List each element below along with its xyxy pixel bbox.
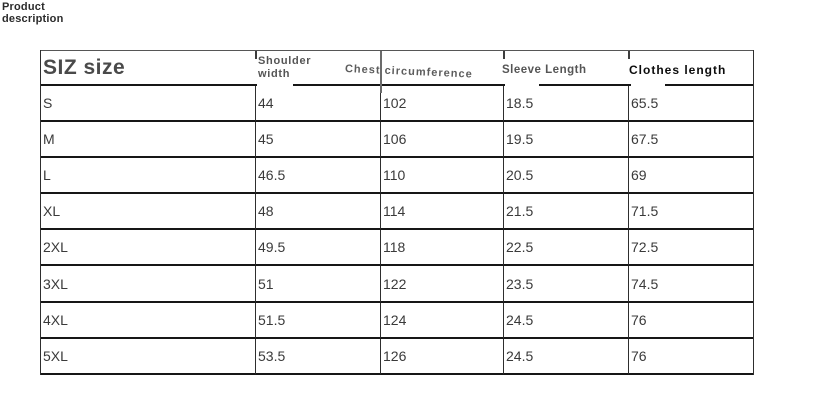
sleeve-length-cell: 23.5	[504, 266, 629, 302]
product-description-label: Product description	[2, 1, 64, 25]
sleeve-length-cell: 18.5	[504, 86, 629, 122]
size-label-cell: 5XL	[41, 339, 256, 375]
column-header-shoulder-width: Shoulder width	[258, 55, 312, 80]
border-gap-artifact	[257, 84, 293, 87]
shoulder-width-cell: 49.5	[256, 230, 381, 266]
sleeve-length-cell: 24.5	[504, 339, 629, 375]
sleeve-length-cell: 19.5	[504, 122, 629, 158]
shoulder-width-cell: 51	[256, 266, 381, 302]
border-gap-artifact	[505, 84, 539, 87]
size-label-cell: 2XL	[41, 230, 256, 266]
size-label-cell: M	[41, 122, 256, 158]
column-header-size: SIZ size	[43, 56, 126, 79]
chest-circumference-cell: 106	[381, 122, 504, 158]
clothes-length-cell: 65.5	[629, 86, 753, 122]
size-chart-header-row	[41, 50, 753, 86]
border-gap-artifact	[631, 84, 665, 87]
clothes-length-cell: 74.5	[629, 266, 753, 302]
size-label-cell: S	[41, 86, 256, 122]
shoulder-width-cell: 51.5	[256, 303, 381, 339]
column-header-chest-circumference: Chest circumference	[344, 63, 473, 81]
shoulder-width-cell: 48	[256, 194, 381, 230]
sleeve-length-cell: 20.5	[504, 158, 629, 194]
shoulder-width-cell: 46.5	[256, 158, 381, 194]
header-border-tick	[503, 51, 505, 59]
header-border-tick	[255, 51, 257, 59]
clothes-length-cell: 69	[629, 158, 753, 194]
sleeve-length-cell: 22.5	[504, 230, 629, 266]
size-chart-table	[40, 50, 754, 375]
chest-circumference-cell: 110	[381, 158, 504, 194]
chest-circumference-cell: 126	[381, 339, 504, 375]
sleeve-length-cell: 21.5	[504, 194, 629, 230]
shoulder-width-cell: 44	[256, 86, 381, 122]
column-header-clothes-length: Clothes length	[629, 63, 727, 77]
size-label-cell: 4XL	[41, 303, 256, 339]
column-header-sleeve-length: Sleeve Length	[502, 64, 587, 76]
sleeve-length-cell: 24.5	[504, 303, 629, 339]
clothes-length-cell: 72.5	[629, 230, 753, 266]
clothes-length-cell: 67.5	[629, 122, 753, 158]
clothes-length-cell: 71.5	[629, 194, 753, 230]
size-label-cell: L	[41, 158, 256, 194]
shoulder-width-cell: 53.5	[256, 339, 381, 375]
size-label-cell: 3XL	[41, 266, 256, 302]
size-chart-body	[41, 86, 753, 375]
shoulder-width-cell: 45	[256, 122, 381, 158]
chest-circumference-cell: 118	[381, 230, 504, 266]
clothes-length-cell: 76	[629, 339, 753, 375]
clothes-length-cell: 76	[629, 303, 753, 339]
chest-circumference-cell: 124	[381, 303, 504, 339]
size-label-cell: XL	[41, 194, 256, 230]
header-border-tick	[628, 51, 630, 59]
chest-circumference-cell: 122	[381, 266, 504, 302]
chest-circumference-cell: 102	[381, 86, 504, 122]
chest-circumference-cell: 114	[381, 194, 504, 230]
